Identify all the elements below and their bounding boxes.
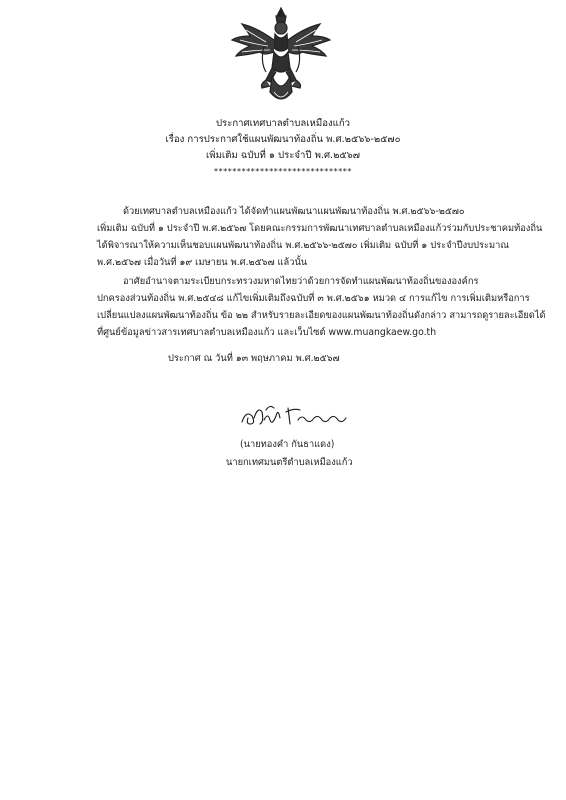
handwritten-signature xyxy=(236,402,356,430)
signer-name: (นายทองคำ กันธาแดง) xyxy=(240,439,335,450)
announcement-date: ประกาศ ณ วันที่ ๑๓ พฤษภาคม พ.ศ.๒๕๖๗ xyxy=(168,353,340,364)
paragraph-2-line-3: เปลี่ยนแปลงแผนพัฒนาท้องถิ่น ข้อ ๒๒ สำหรับรายละเอียดของแผนพัฒนาท้องถิ่นดังกล่าว สามารถดูรายละเอียดได้ xyxy=(97,310,546,321)
paragraph-1-line-4: พ.ศ.๒๕๖๗ เมื่อวันที่ ๑๙ เมษายน พ.ศ.๒๕๖๗ แล้วนั้น xyxy=(97,257,308,268)
paragraph-2-line-2: ปกครองส่วนท้องถิ่น พ.ศ.๒๕๔๘ แก้ไขเพิ่มเติมถึงฉบับที่ ๓ พ.ศ.๒๕๖๑ หมวด ๔ การแก้ไข การเพิ่มเติมหรือการ xyxy=(97,293,530,304)
announcement-issuer: ประกาศเทศบาลตำบลเหมืองแก้ว xyxy=(215,118,351,129)
paragraph-1-line-2: เพิ่มเติม ฉบับที่ ๑ ประจำปี พ.ศ.๒๕๖๗ โดยคณะกรรมการพัฒนาเทศบาลตำบลเหมืองแก้วร่วมกับประชาคมท้องถิ่น xyxy=(97,223,543,234)
announcement-subtitle: เพิ่มเติม ฉบับที่ ๑ ประจำปี พ.ศ.๒๕๖๗ xyxy=(206,150,360,161)
paragraph-2-line-1: อาศัยอำนาจตามระเบียบกระทรวงมหาดไทยว่าด้วยการจัดทำแผนพัฒนาท้องถิ่นขององค์กร xyxy=(123,276,479,287)
paragraph-1-line-1: ด้วยเทศบาลตำบลเหมืองแก้ว ได้จัดทำแผนพัฒนาแผนพัฒนาท้องถิ่น พ.ศ.๒๕๖๖-๒๕๗๐ xyxy=(123,206,465,217)
signer-title: นายกเทศมนตรีตำบลเหมืองแก้ว xyxy=(226,457,353,468)
paragraph-1-line-3: ได้พิจารณาให้ความเห็นชอบแผนพัฒนาท้องถิ่น พ.ศ.๒๕๖๖-๒๕๗๐ เพิ่มเติม ฉบับที่ ๑ ประจำปีงบประมาณ xyxy=(97,240,509,251)
header-divider: ****************************** xyxy=(214,167,352,176)
paragraph-2-line-4: ที่ศูนย์ข้อมูลข่าวสารเทศบาลตำบลเหมืองแก้ว และเว็บไซต์ www.muangkaew.go.th xyxy=(97,327,437,338)
garuda-emblem-icon xyxy=(230,6,332,110)
announcement-subject: เรื่อง การประกาศใช้แผนพัฒนาท้องถิ่น พ.ศ.๒๕๖๖-๒๕๗๐ xyxy=(165,134,401,145)
